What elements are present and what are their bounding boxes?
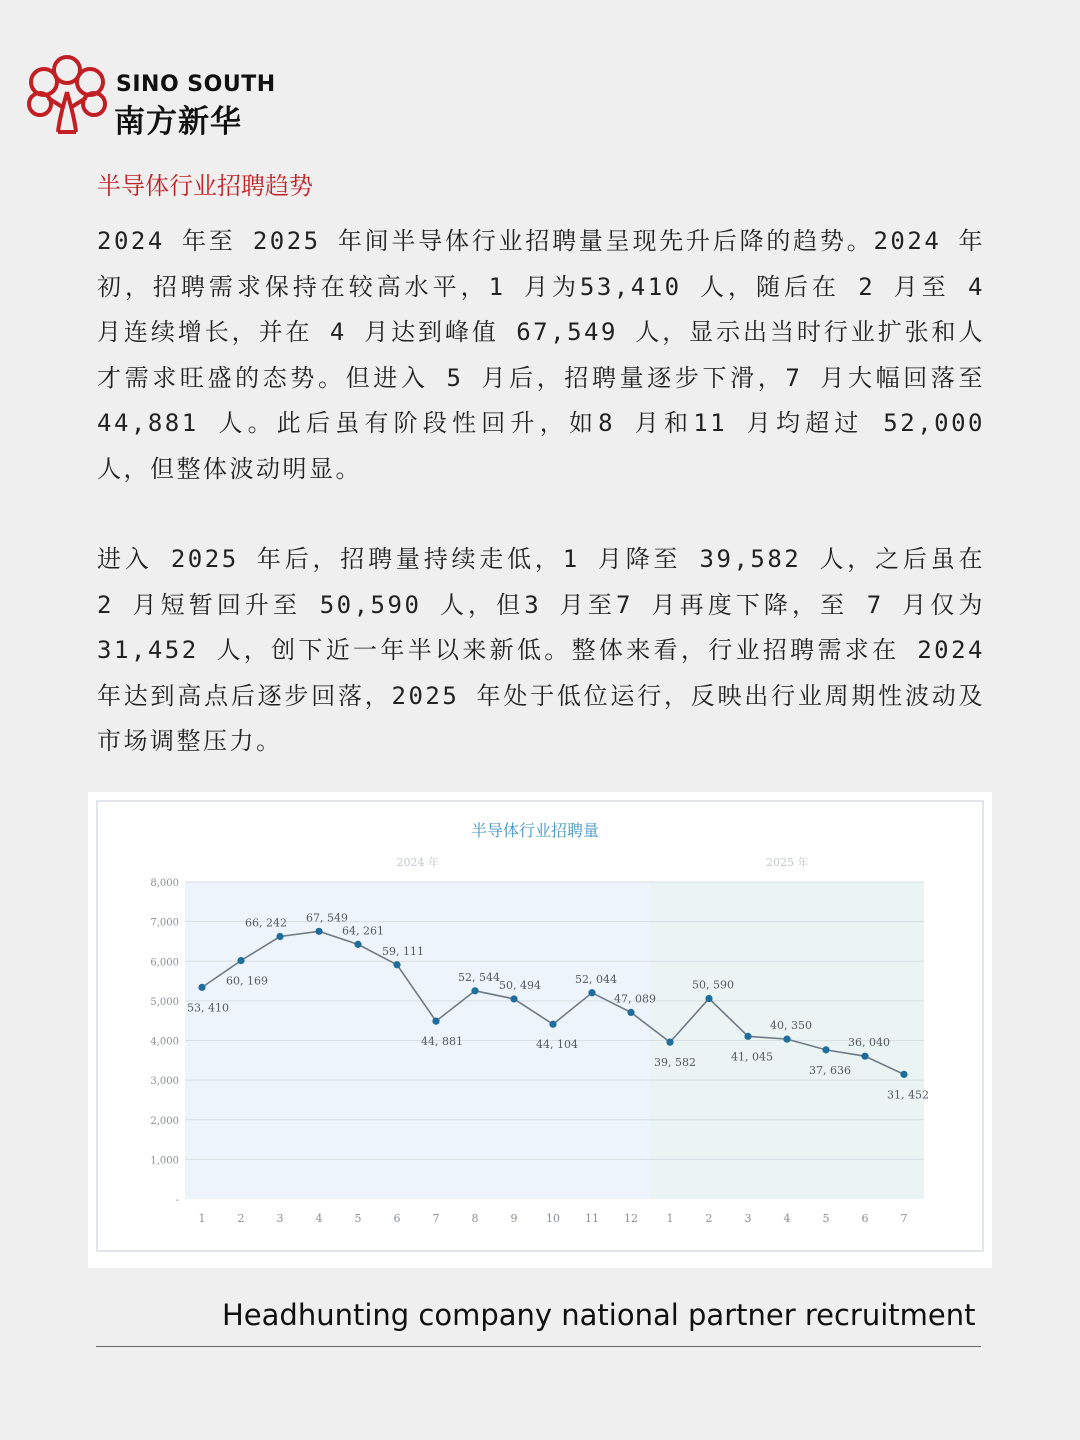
data-point <box>861 1053 868 1060</box>
y-tick-label: - <box>175 1195 179 1206</box>
data-label: 50, 494 <box>499 978 541 992</box>
x-tick-label: 9 <box>510 1212 518 1225</box>
data-label: 37, 636 <box>809 1063 851 1077</box>
data-point <box>666 1039 673 1046</box>
data-point <box>237 957 244 964</box>
x-tick-label: 7 <box>432 1212 440 1225</box>
data-point <box>588 989 595 996</box>
x-tick-label: 3 <box>276 1212 284 1225</box>
x-tick-label: 6 <box>393 1212 401 1225</box>
data-point <box>705 995 712 1002</box>
data-label: 67, 549 <box>306 911 348 925</box>
data-label: 53, 410 <box>187 1001 229 1015</box>
data-point <box>783 1036 790 1043</box>
data-label: 59, 111 <box>382 944 424 958</box>
x-tick-label: 12 <box>624 1212 638 1225</box>
x-tick-label: 11 <box>585 1212 599 1225</box>
footer-divider <box>96 1346 981 1347</box>
x-tick-label: 7 <box>900 1212 908 1225</box>
data-point <box>627 1009 634 1016</box>
tree-logo-icon <box>24 52 110 138</box>
data-label: 39, 582 <box>654 1056 696 1070</box>
x-tick-label: 4 <box>315 1212 323 1225</box>
y-tick-label: 3,000 <box>150 1076 179 1088</box>
data-label: 36, 040 <box>848 1036 890 1050</box>
data-point <box>471 987 478 994</box>
x-tick-label: 2 <box>705 1212 713 1225</box>
x-tick-label: 1 <box>198 1212 206 1225</box>
x-tick-label: 6 <box>861 1212 869 1225</box>
data-label: 60, 169 <box>226 974 268 988</box>
data-label: 52, 544 <box>458 970 500 984</box>
data-point <box>900 1071 907 1078</box>
brand-logo <box>24 52 284 142</box>
x-tick-label: 5 <box>822 1212 830 1225</box>
x-tick-label: 10 <box>546 1212 560 1225</box>
chart-card <box>88 792 992 1268</box>
data-point <box>744 1033 751 1040</box>
y-tick-label: 6,000 <box>150 957 179 969</box>
data-label: 40, 350 <box>770 1019 812 1033</box>
x-tick-label: 1 <box>666 1212 674 1225</box>
data-point <box>198 984 205 991</box>
data-point <box>315 928 322 935</box>
period-label-2024: 2024 年 <box>396 856 439 869</box>
period-label-2025: 2025 年 <box>766 856 809 869</box>
data-label: 44, 104 <box>536 1038 578 1052</box>
x-tick-label: 3 <box>744 1212 752 1225</box>
y-tick-label: 4,000 <box>150 1036 179 1048</box>
data-label: 47, 089 <box>614 992 656 1006</box>
y-tick-label: 5,000 <box>150 996 179 1008</box>
paragraph-2: 进入 2025 年后，招聘量持续走低，1 月降至 39,582 人，之后虽在 2 月短暂回升至 50,590 人，但3 月至7 月再度下降，至 7 月仅为 31,452 人，创下近一年半以来新低。整体来看，行业招聘需求在 2024 年达到高点后逐步回落，2025 年处于低位运行，反映出行业周期性波动及市场调整压力。 <box>97 545 985 755</box>
section-title: 半导体行业招聘趋势 <box>97 172 313 200</box>
data-point <box>393 961 400 968</box>
footer-text: Headhunting company national partner recruitment <box>222 1298 976 1332</box>
data-label: 52, 044 <box>575 972 617 986</box>
y-tick-label: 8,000 <box>150 878 179 889</box>
x-tick-label: 5 <box>354 1212 362 1225</box>
y-tick-label: 1,000 <box>150 1155 179 1167</box>
x-tick-label: 4 <box>783 1212 791 1225</box>
y-tick-label: 7,000 <box>150 917 179 929</box>
data-point <box>549 1021 556 1028</box>
brand-name-en: SINO SOUTH <box>116 72 276 97</box>
data-point <box>354 941 361 948</box>
data-label: 50, 590 <box>692 978 734 992</box>
data-label: 44, 881 <box>421 1035 463 1049</box>
data-label: 31, 452 <box>887 1088 929 1102</box>
y-tick-label: 2,000 <box>150 1115 179 1127</box>
paragraph-1: 2024 年至 2025 年间半导体行业招聘量呈现先升后降的趋势。2024 年初，招聘需求保持在较高水平，1 月为53,410 人，随后在 2 月至 4 月连续增长，并在 4 月达到峰值 67,549 人，显示出当时行业扩张和人才需求旺盛的态势。但进入 5 月后，招聘量逐步下滑，7 月大幅回落至 44,881 人。此后虽有阶段性回升，如8 月和11 月均超过 52,000 人，但整体波动明显。 <box>97 227 985 483</box>
data-point <box>822 1046 829 1053</box>
x-tick-label: 2 <box>237 1212 245 1225</box>
chart-title: 半导体行业招聘量 <box>470 821 600 840</box>
x-tick-label: 8 <box>471 1212 479 1225</box>
data-label: 41, 045 <box>731 1050 773 1064</box>
data-label: 66, 242 <box>245 916 287 930</box>
recruitment-line-chart <box>88 792 992 1268</box>
data-point <box>276 933 283 940</box>
data-point <box>510 995 517 1002</box>
data-label: 64, 261 <box>342 924 384 938</box>
data-point <box>432 1018 439 1025</box>
brand-name-cn: 南方新华 <box>114 104 242 140</box>
